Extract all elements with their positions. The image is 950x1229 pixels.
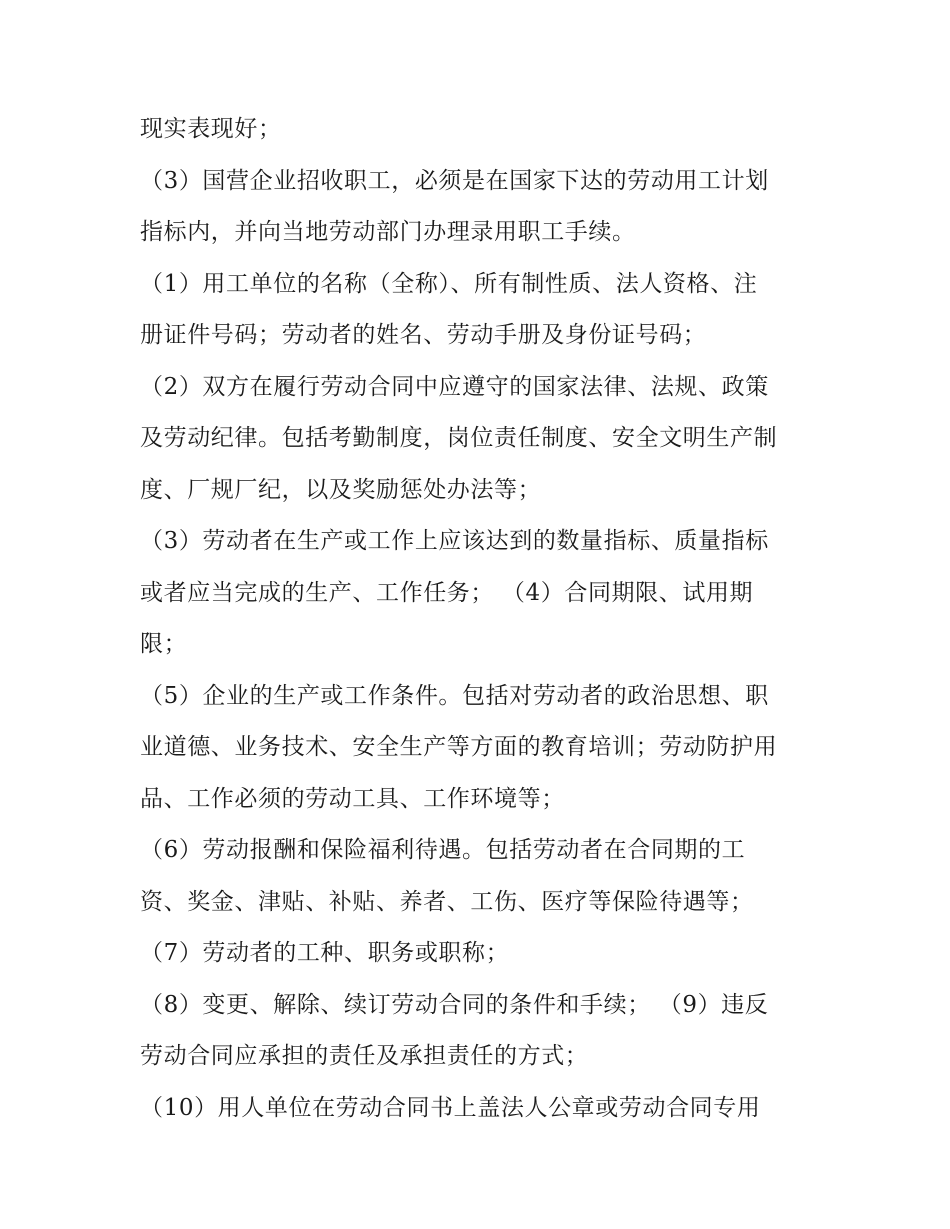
text-line: 品、工作必须的劳动工具、工作环境等； bbox=[140, 785, 565, 812]
text-line: （8）变更、解除、续订劳动合同的条件和手续； （9）违反 bbox=[140, 991, 769, 1018]
text-line: （3）劳动者在生产或工作上应该达到的数量指标、质量指标 bbox=[140, 528, 769, 554]
text-line: 业道德、业务技术、安全生产等方面的教育培训；劳动防护用 bbox=[140, 734, 778, 760]
text-line: 及劳动纪律。包括考勤制度，岗位责任制度、安全文明生产制 bbox=[140, 425, 778, 451]
text-line: 或者应当完成的生产、工作任务； （4）合同期限、试用期 bbox=[140, 579, 754, 606]
text-line: （7）劳动者的工种、职务或职称； bbox=[140, 940, 510, 966]
text-line: （1）用工单位的名称（全称）、所有制性质、法人资格、注 bbox=[140, 270, 758, 297]
text-line: 度、厂规厂纪，以及奖励惩处办法等； bbox=[140, 476, 542, 503]
text-line: （2）双方在履行劳动合同中应遵守的国家法律、法规、政策 bbox=[140, 373, 769, 400]
text-line: 指标内，并向当地劳动部门办理录用职工手续。 bbox=[140, 219, 636, 245]
text-line: 现实表现好； bbox=[140, 116, 282, 142]
text-line: 限； bbox=[140, 631, 188, 657]
document-body bbox=[140, 104, 820, 1134]
text-line: 资、奖金、津贴、补贴、养者、工伤、医疗等保险待遇等； bbox=[140, 888, 754, 915]
text-line: （3）国营企业招收职工，必须是在国家下达的劳动用工计划 bbox=[140, 167, 769, 194]
text-line: 册证件号码；劳动者的姓名、劳动手册及身份证号码； bbox=[140, 322, 707, 348]
text-line: （6）劳动报酬和保险福利待遇。包括劳动者在合同期的工 bbox=[140, 837, 746, 863]
text-line: （5）企业的生产或工作条件。包括对劳动者的政治思想、职 bbox=[140, 682, 769, 709]
text-line: 劳动合同应承担的责任及承担责任的方式； bbox=[140, 1043, 589, 1069]
text-line: （10）用人单位在劳动合同书上盖法人公章或劳动合同专用 bbox=[140, 1094, 761, 1121]
